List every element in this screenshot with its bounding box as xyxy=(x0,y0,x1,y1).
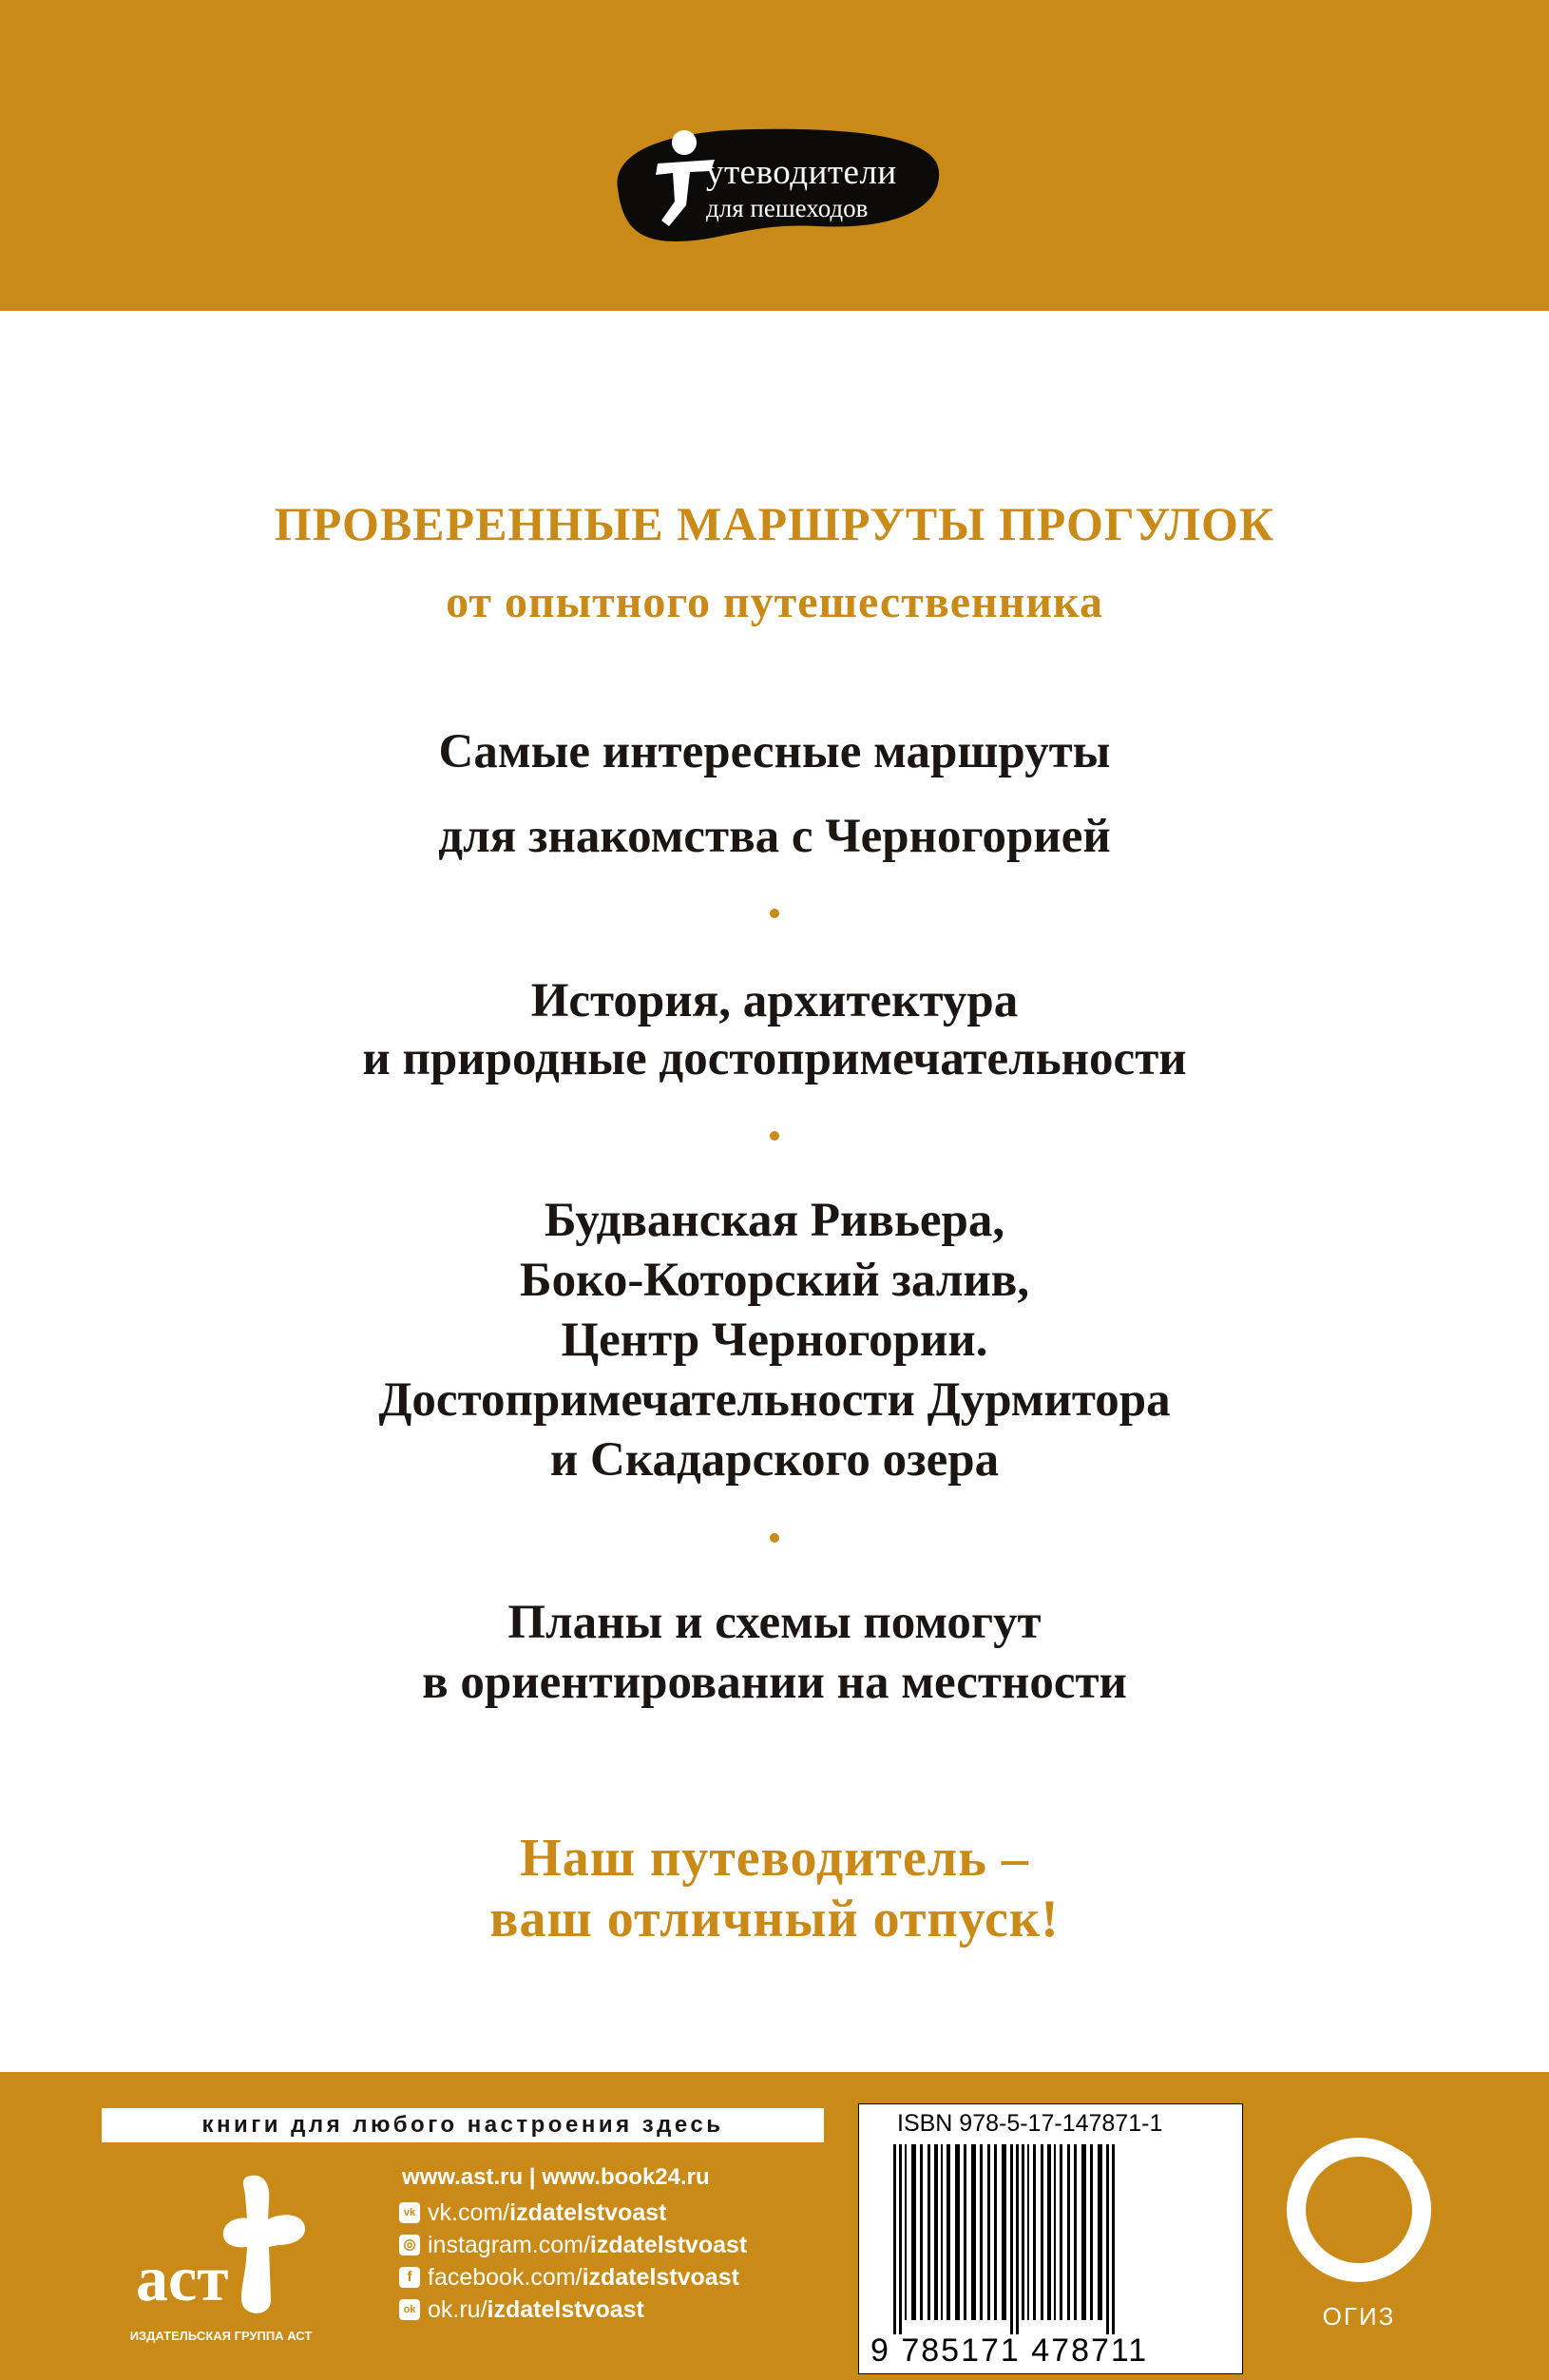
social-handle: izdatelstvoast xyxy=(582,2263,739,2291)
barcode-bar xyxy=(899,2144,902,2334)
barcode-bar xyxy=(1106,2144,1109,2334)
barcode-bar xyxy=(920,2144,923,2320)
feature-3-line-2: Боко-Которский залив, xyxy=(519,1254,1030,1307)
imprint-logo xyxy=(1283,2129,1435,2348)
series-subtitle: для пешеходов xyxy=(706,194,869,222)
feature-3-line-1: Будванская Ривьера, xyxy=(544,1194,1005,1247)
feature-4-line-2: в ориентировании на местности xyxy=(422,1656,1127,1709)
social-handle: izdatelstvoast xyxy=(487,2295,644,2323)
barcode-bar xyxy=(1041,2144,1043,2320)
barcode-bar xyxy=(1033,2144,1036,2320)
barcode-bar xyxy=(893,2144,896,2334)
feature-2-line-2: и природные достопримечательности xyxy=(362,1032,1187,1085)
barcode-bar xyxy=(1112,2144,1115,2334)
barcode-bar xyxy=(1060,2144,1062,2320)
feature-3-line-5: и Скадарского озера xyxy=(549,1433,1000,1487)
publisher-logo-mark xyxy=(119,2167,323,2329)
barcode-bar xyxy=(911,2144,916,2320)
barcode-panel xyxy=(858,2103,1243,2374)
facebook-icon: f xyxy=(399,2267,420,2288)
publisher-label: ИЗДАТЕЛЬСКАЯ ГРУППА АСТ xyxy=(129,2329,313,2343)
barcode-bar xyxy=(1098,2144,1102,2320)
feature-3-line-3: Центр Черногории. xyxy=(561,1314,988,1367)
barcode-bar xyxy=(964,2144,966,2320)
barcode-bar xyxy=(941,2144,943,2320)
social-link-facebook[interactable] xyxy=(399,2263,739,2292)
barcode-bar xyxy=(1047,2144,1051,2320)
social-link-odnoklassniki[interactable] xyxy=(399,2295,644,2324)
instagram-icon: ◎ xyxy=(399,2235,420,2255)
headline-title: ПРОВЕРЕННЫЕ МАРШРУТЫ ПРОГУЛОК xyxy=(274,497,1275,550)
tagline-line-1: Наш путеводитель – xyxy=(520,1829,1029,1888)
barcode-bar xyxy=(927,2144,930,2320)
barcode-bar xyxy=(1022,2144,1024,2320)
top-color-band xyxy=(0,0,1549,311)
isbn-number: ISBN 978-5-17-147871-1 xyxy=(897,2110,1163,2137)
website-links[interactable]: www.ast.ru | www.book24.ru xyxy=(402,2164,710,2190)
feature-2-line-1: История, архитектура xyxy=(530,974,1019,1027)
barcode-bar xyxy=(1054,2144,1056,2320)
slogan-bar: книги для любого настроения здесь xyxy=(102,2108,824,2142)
barcode-bar xyxy=(1016,2144,1019,2334)
bullet-separator xyxy=(770,909,779,918)
barcode-bar xyxy=(987,2144,990,2320)
barcode-bar xyxy=(1027,2144,1029,2320)
barcode-bar xyxy=(1002,2144,1006,2320)
imprint-label: ОГИЗ xyxy=(1322,2302,1396,2331)
barcode-bar xyxy=(1090,2144,1093,2320)
publisher-logo xyxy=(119,2167,323,2357)
feature-1-line-1: Самые интересные маршруты xyxy=(438,725,1111,778)
social-link-vk[interactable] xyxy=(399,2198,666,2227)
social-prefix: ok.ru/ xyxy=(428,2295,488,2323)
barcode-bar xyxy=(905,2144,907,2320)
social-prefix: facebook.com/ xyxy=(428,2263,583,2291)
bullet-separator xyxy=(770,1131,779,1141)
social-handle: izdatelstvoast xyxy=(509,2198,667,2226)
feature-4-line-1: Планы и схемы помогут xyxy=(507,1596,1042,1649)
feature-3-line-4: Достопримечательности Дурмитора xyxy=(378,1373,1171,1427)
feature-1-line-2: для знакомства с Черногорией xyxy=(438,810,1111,863)
barcode-bar xyxy=(971,2144,976,2320)
barcode xyxy=(893,2144,1212,2334)
barcode-digits: 9 785171 478711 xyxy=(870,2332,1149,2369)
bottom-color-band xyxy=(0,2072,1549,2380)
barcode-bar xyxy=(1010,2144,1013,2334)
social-prefix: vk.com/ xyxy=(428,2198,510,2226)
social-handle: izdatelstvoast xyxy=(589,2231,748,2258)
barcode-bar xyxy=(955,2144,960,2320)
barcode-bar xyxy=(934,2144,938,2320)
barcode-bar xyxy=(1067,2144,1070,2320)
series-title: утеводители xyxy=(706,153,897,192)
barcode-bar xyxy=(994,2144,997,2320)
barcode-bar xyxy=(1081,2144,1086,2320)
barcode-bar xyxy=(947,2144,950,2320)
vk-icon: vk xyxy=(399,2202,420,2223)
social-prefix: instagram.com/ xyxy=(428,2231,590,2258)
publisher-logo-text: аст xyxy=(136,2242,229,2314)
imprint-logo-mark xyxy=(1283,2129,1435,2300)
social-link-instagram[interactable] xyxy=(399,2231,747,2259)
bullet-separator xyxy=(770,1533,779,1543)
tagline-line-2: ваш отличный отпуск! xyxy=(489,1890,1060,1948)
odnoklassniki-icon: ok xyxy=(399,2299,420,2320)
barcode-bar xyxy=(980,2144,983,2320)
barcode-bar xyxy=(1074,2144,1077,2320)
headline-subtitle: от опытного путешественника xyxy=(446,577,1103,627)
series-logo xyxy=(608,114,946,247)
